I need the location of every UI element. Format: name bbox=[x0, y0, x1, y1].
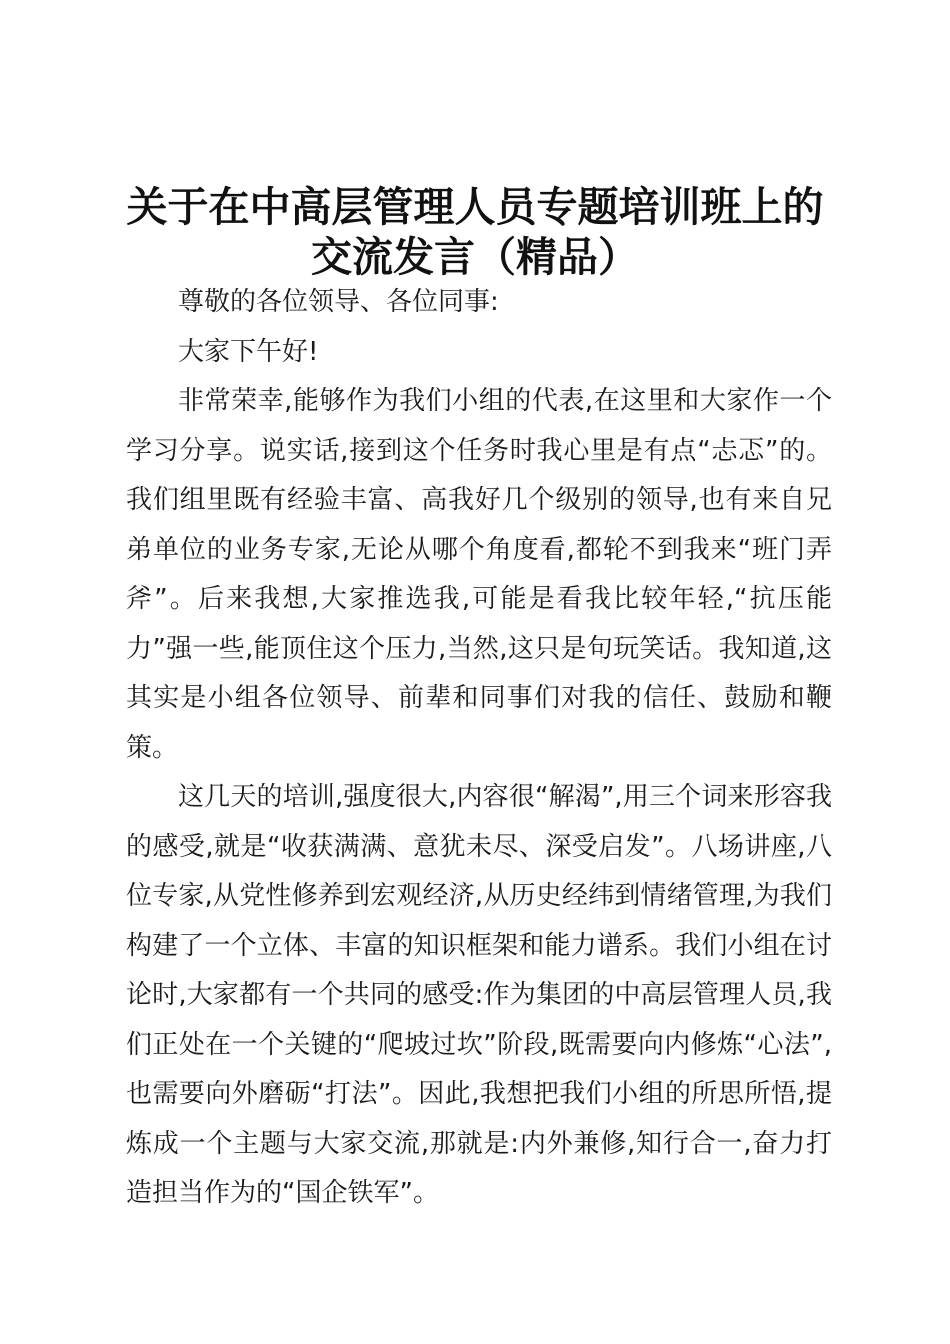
body-paragraph: 这几天的培训,强度很大,内容很“解渴”,用三个词来形容我的感受,就是“收获满满、意犹未尽、深受启发”。八场讲座,八位专家,从党性修养到宏观经济,从历史经纬到情绪管理,为我们构建了一个立体、丰富的知识框架和能力谱系。我们小组在讨论时,大家都有一个共同的感受:作为集团的中高层管理人员,我们正处在一个关键的“爬坡过坎”阶段,既需要向内修炼“心法”,也需要向外磨砺“打法”。因此,我想把我们小组的所思所悟,提炼成一个主题与大家交流,那就是:内外兼修,知行合一,奋力打造担当作为的“国企铁军”。 bbox=[126, 782, 832, 1208]
body-paragraph: 非常荣幸,能够作为我们小组的代表,在这里和大家作一个学习分享。说实话,接到这个任务时我心里是有点“忐忑”的。我们组里既有经验丰富、高我好几个级别的领导,也有来自兄弟单位的业务专家,无论从哪个角度看,都轮不到我来“班门弄斧”。后来我想,大家推选我,可能是看我比较年轻,“抗压能力”强一些,能顶住这个压力,当然,这只是句玩笑话。我知道,这其实是小组各位领导、前辈和同事们对我的信任、鼓励和鞭策。 bbox=[126, 386, 832, 763]
document-body bbox=[126, 278, 832, 1219]
salutation-paragraph: 尊敬的各位领导、各位同事: bbox=[178, 287, 499, 317]
document-title: 关于在中高层管理人员专题培训班上的交流发言（精品） bbox=[126, 183, 824, 281]
greeting-paragraph: 大家下午好! bbox=[178, 336, 319, 367]
